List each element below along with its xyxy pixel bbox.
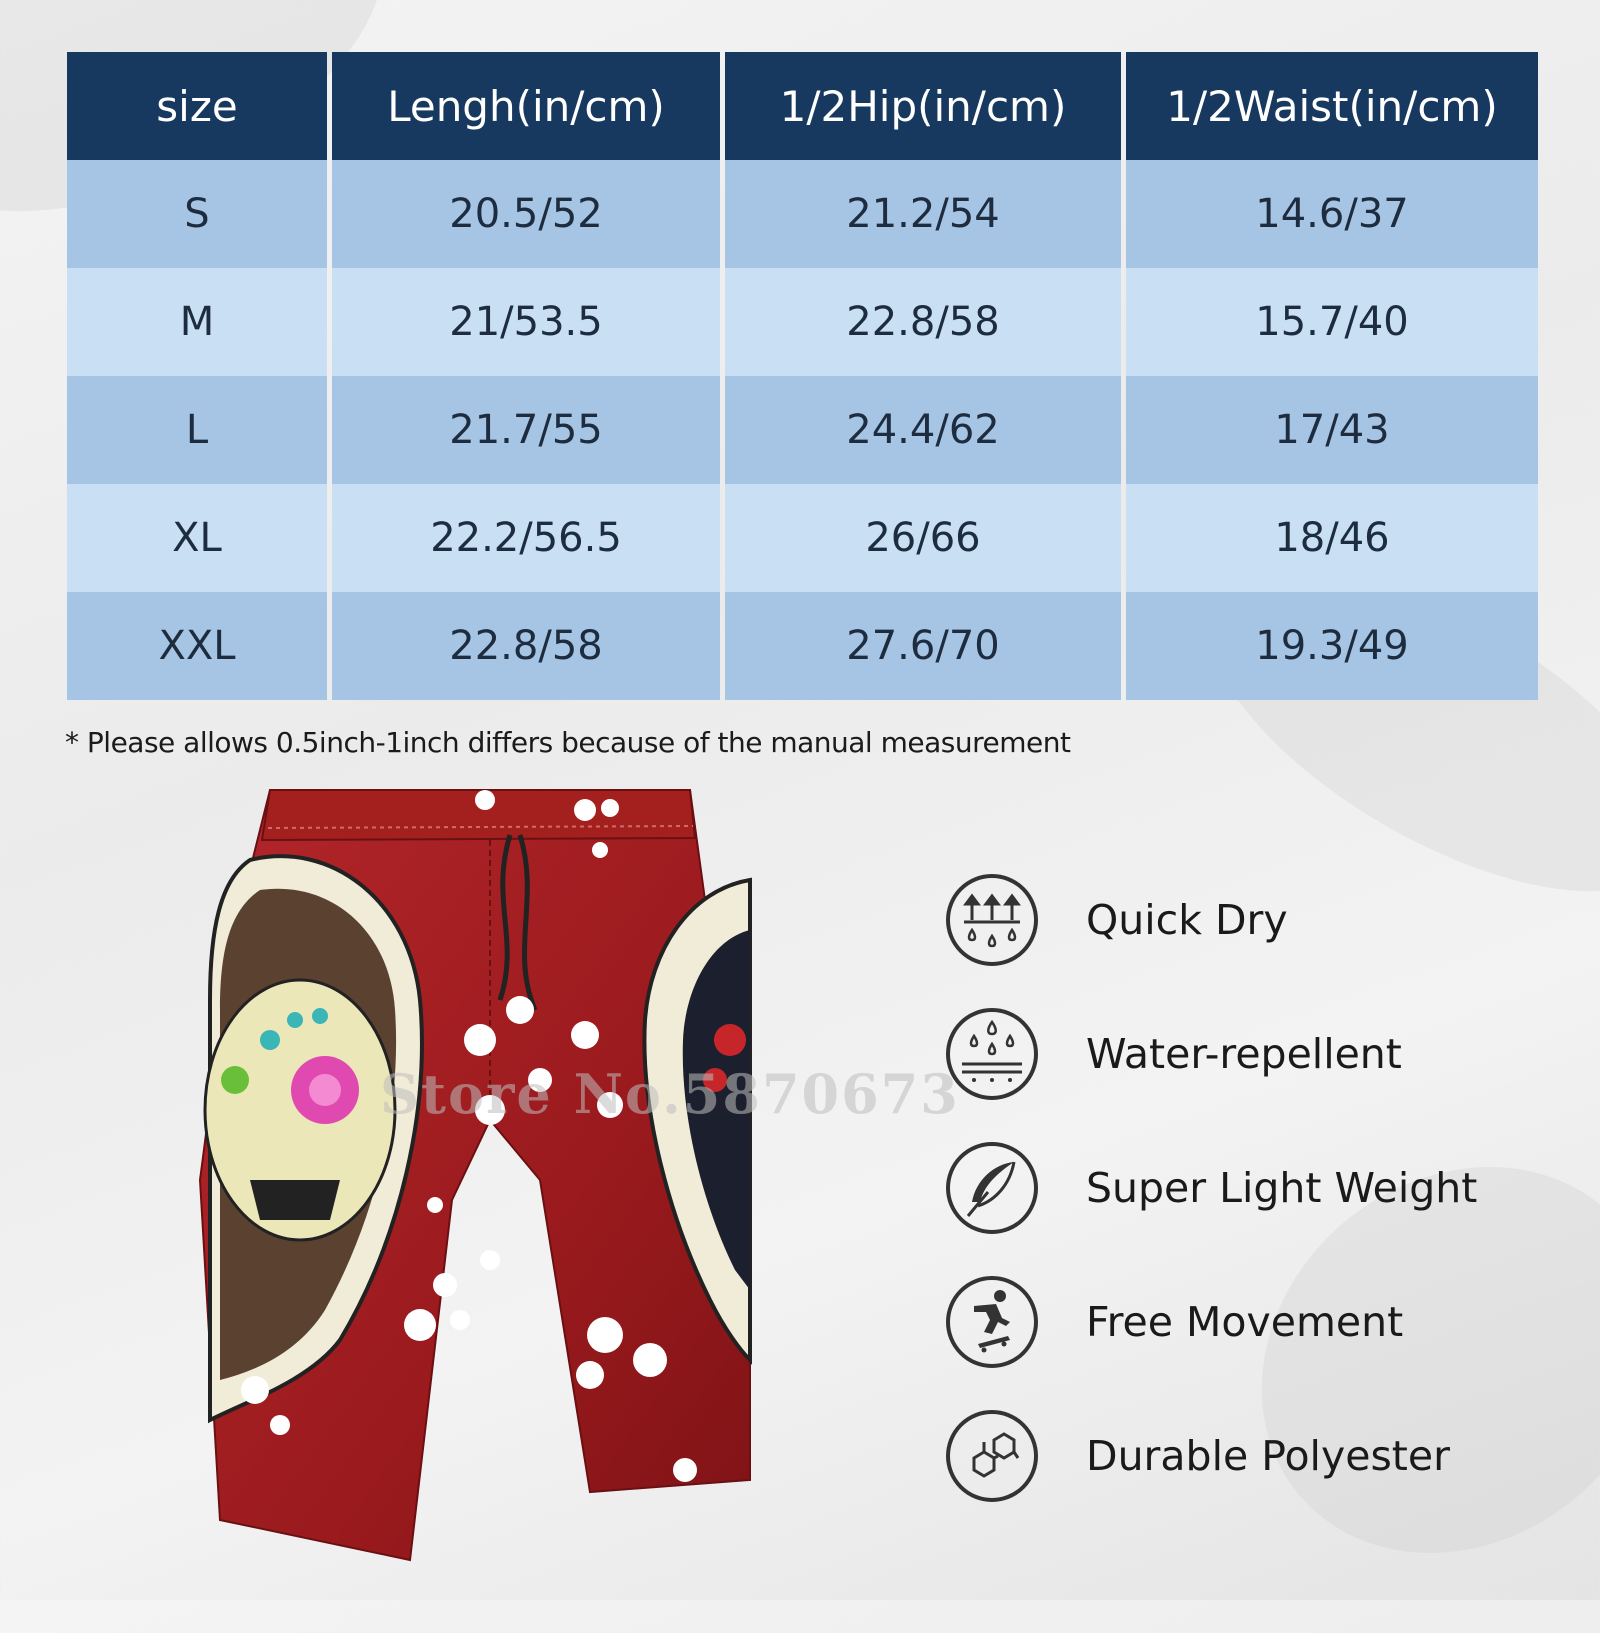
row-s-size: S xyxy=(67,160,327,268)
row-xxl-waist: 19.3/49 xyxy=(1126,592,1538,700)
row-xxl-size: XXL xyxy=(67,592,327,700)
water-repellent-icon xyxy=(944,1006,1040,1102)
row-l-hip: 24.4/62 xyxy=(725,376,1121,484)
feature-label-durable-polyester: Durable Polyester xyxy=(1086,1432,1450,1480)
row-xl-length: 22.2/56.5 xyxy=(332,484,720,592)
feature-water-repellent xyxy=(944,1006,1402,1102)
quick-dry-icon xyxy=(944,872,1040,968)
size-chart-table xyxy=(67,52,1533,700)
row-s-hip: 21.2/54 xyxy=(725,160,1121,268)
row-m-waist: 15.7/40 xyxy=(1126,268,1538,376)
row-s-waist: 14.6/37 xyxy=(1126,160,1538,268)
feather-icon xyxy=(944,1140,1040,1236)
row-s-length: 20.5/52 xyxy=(332,160,720,268)
feature-quick-dry xyxy=(944,872,1288,968)
row-xl-waist: 18/46 xyxy=(1126,484,1538,592)
feature-label-water-repellent: Water-repellent xyxy=(1086,1030,1402,1078)
row-m-size: M xyxy=(67,268,327,376)
feature-light-weight xyxy=(944,1140,1477,1236)
header-length: Lengh(in/cm) xyxy=(332,52,720,160)
row-l-waist: 17/43 xyxy=(1126,376,1538,484)
feature-free-movement xyxy=(944,1274,1403,1370)
feature-label-light-weight: Super Light Weight xyxy=(1086,1164,1478,1212)
header-hip: 1/2Hip(in/cm) xyxy=(725,52,1121,160)
row-l-length: 21.7/55 xyxy=(332,376,720,484)
store-watermark: Store No.5870673 xyxy=(380,1062,960,1126)
feature-label-free-movement: Free Movement xyxy=(1086,1298,1404,1346)
row-m-hip: 22.8/58 xyxy=(725,268,1121,376)
header-size: size xyxy=(67,52,327,160)
header-waist: 1/2Waist(in/cm) xyxy=(1126,52,1538,160)
shorts-illustration xyxy=(190,780,770,1580)
feature-label-quick-dry: Quick Dry xyxy=(1086,896,1288,944)
row-xl-size: XL xyxy=(67,484,327,592)
skater-icon xyxy=(944,1274,1040,1370)
measurement-note: * Please allows 0.5inch-1inch differs because of the manual measurement xyxy=(65,726,1071,759)
row-l-size: L xyxy=(67,376,327,484)
shorts-product-image xyxy=(190,780,770,1580)
row-m-length: 21/53.5 xyxy=(332,268,720,376)
feature-durable-polyester xyxy=(944,1408,1450,1504)
row-xxl-length: 22.8/58 xyxy=(332,592,720,700)
polyester-icon xyxy=(944,1408,1040,1504)
row-xl-hip: 26/66 xyxy=(725,484,1121,592)
row-xxl-hip: 27.6/70 xyxy=(725,592,1121,700)
